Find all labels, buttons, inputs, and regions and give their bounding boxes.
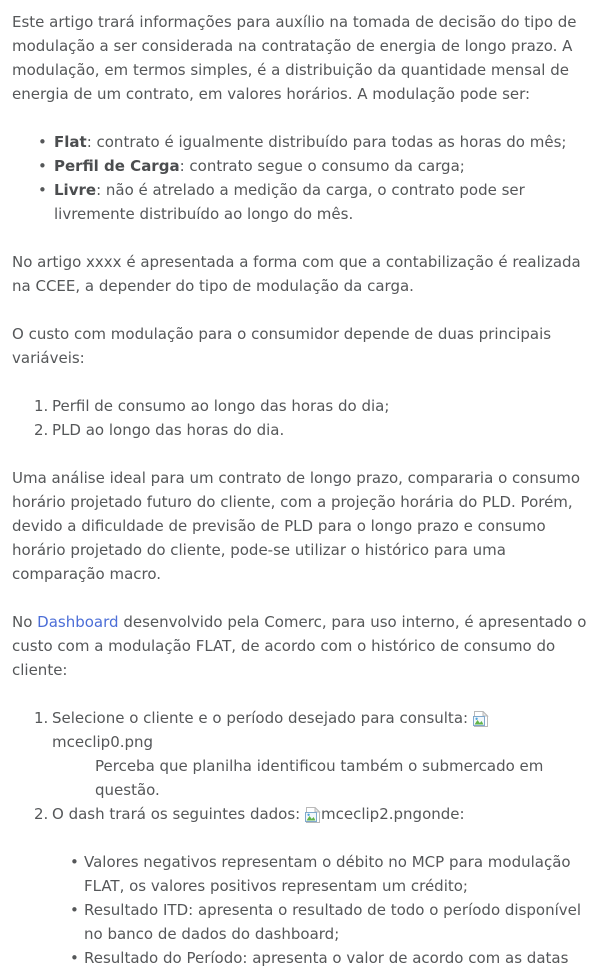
cost-intro-paragraph: O custo com modulação para o consumidor depende de duas principais variáveis:: [12, 325, 552, 367]
modulation-types-list: [12, 130, 588, 226]
list-item: Perfil de consumo ao longo das horas do dia;: [52, 397, 390, 415]
list-item: • Resultado do Período: apresenta o valor de acordo com as datas: [12, 946, 588, 970]
step-text: O dash trará os seguintes dados:: [52, 805, 305, 823]
step-image-name: mceclip0.png: [52, 733, 154, 751]
dashboard-text-after: desenvolvido pela Comerc, para uso interno, é apresentado o custo com a modulação FLAT, de acordo com o histórico de consumo do cliente:: [12, 613, 587, 679]
list-item: [12, 130, 588, 154]
list-item: [12, 154, 588, 178]
modulation-type-term: Livre: [54, 181, 97, 199]
dashboard-link[interactable]: Dashboard: [37, 613, 119, 631]
modulation-type-term: Perfil de Carga: [54, 157, 180, 175]
list-item: • Valores negativos representam o débito no MCP para modulação FLAT, os valores positivos representam um crédito;: [12, 850, 588, 898]
dashboard-text-before: No: [12, 613, 38, 631]
dashboard-paragraph: [12, 610, 588, 682]
broken-image-icon: [305, 807, 321, 823]
step-continuation: Perceba que planilha identificou também o submercado em questão.: [95, 757, 544, 799]
list-item: [12, 706, 588, 802]
list-item: PLD ao longo das horas do dia.: [52, 421, 285, 439]
modulation-type-description: : contrato segue o consumo da carga;: [179, 157, 465, 175]
step-trailing-text: onde:: [422, 805, 465, 823]
list-item: [12, 802, 588, 826]
analysis-paragraph: Uma análise ideal para um contrato de longo prazo, compararia o consumo horário projetado futuro do cliente, com a projeção horária do PLD. Porém, devido a dificuldade de previsão de PLD para o longo prazo e consumo horário projetado do cliente, pode-se utilizar o histórico para uma comparação macro.: [12, 469, 581, 583]
ccee-paragraph: No artigo xxxx é apresentada a forma com que a contabilização é realizada na CCEE, a depender do tipo de modulação da carga.: [12, 253, 581, 295]
modulation-type-description: : não é atrelado a medição da carga, o contrato pode ser livremente distribuído ao longo do mês.: [54, 181, 525, 223]
step-text: Selecione o cliente e o período desejado para consulta:: [52, 709, 473, 727]
cost-variables-list: [12, 394, 588, 442]
list-item: • Resultado ITD: apresenta o resultado de todo o período disponível no banco de dados do dashboard;: [12, 898, 588, 946]
modulation-type-description: : contrato é igualmente distribuído para todas as horas do mês;: [86, 133, 567, 151]
data-points-list: [12, 850, 588, 970]
step-image-name: mceclip2.png: [321, 805, 423, 823]
steps-list: [12, 706, 588, 826]
modulation-type-term: Flat: [54, 133, 87, 151]
broken-image-icon: [473, 711, 489, 727]
list-item: [12, 178, 588, 226]
intro-paragraph: Este artigo trará informações para auxílio na tomada de decisão do tipo de modulação a ser considerada na contratação de energia de longo prazo. A modulação, em termos simples, é a distribuição da quantidade mensal de energia de um contrato, em valores horários. A modulação pode ser:: [12, 13, 577, 103]
